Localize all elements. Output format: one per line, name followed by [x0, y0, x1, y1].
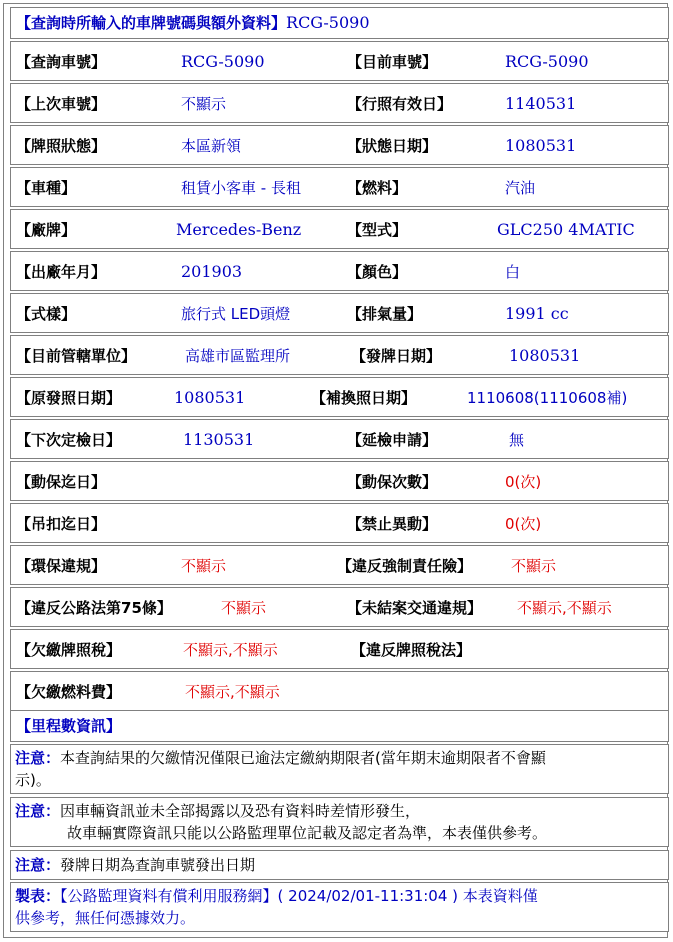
info-row [10, 41, 669, 81]
field-label: 【車種】 [16, 179, 77, 197]
field-label: 【型式】 [347, 221, 408, 239]
field-value: Mercedes-Benz [176, 220, 302, 239]
field-value: 不顯示 [181, 557, 227, 575]
field-label: 【排氣量】 [347, 305, 423, 323]
footer-label: 製表： [15, 887, 61, 905]
note-2-text-line2: 故車輛實際資訊只能以公路監理單位記載及認定者為準，本表僅供參考。 [67, 824, 548, 842]
field-value: GLC250 4MATIC [497, 220, 635, 239]
field-value: 旅行式 LED頭燈 [181, 305, 291, 323]
note-3-text: 發牌日期為查詢車號發出日期 [60, 856, 256, 874]
info-row [10, 419, 669, 459]
note-1 [10, 744, 669, 794]
field-label: 【吊扣迄日】 [16, 515, 107, 533]
info-row [10, 83, 669, 123]
field-label: 【狀態日期】 [347, 137, 438, 155]
field-value: 無 [509, 431, 525, 449]
note-2-label: 注意： [15, 802, 61, 820]
field-value: 汽油 [505, 179, 536, 197]
field-value: 1140531 [505, 94, 577, 113]
field-value: RCG-5090 [181, 52, 265, 71]
field-value: 1130531 [183, 430, 255, 449]
footer-source-link[interactable]: 【公路監理資料有償利用服務網】 [60, 887, 278, 905]
info-row [10, 503, 669, 543]
field-value: 201903 [181, 262, 243, 281]
field-label: 【廠牌】 [16, 221, 77, 239]
field-value: RCG-5090 [505, 52, 589, 71]
note-2-text-line1: 因車輛資訊並未全部揭露以及恐有資料時差情形發生， [60, 802, 421, 820]
info-row [10, 587, 669, 627]
info-row [10, 671, 669, 711]
field-value: 1080531 [505, 136, 577, 155]
footer-disclaimer: 供參考，無任何憑據效力。 [15, 909, 196, 927]
field-label: 【顏色】 [347, 263, 408, 281]
field-label: 【禁止異動】 [347, 515, 438, 533]
field-label: 【目前管轄單位】 [16, 347, 137, 365]
info-row [10, 335, 669, 375]
report-header-plate: RCG-5090 [286, 13, 370, 32]
note-3 [10, 850, 669, 880]
field-label: 【欠繳牌照稅】 [16, 641, 122, 659]
field-value: 0(次) [505, 473, 542, 491]
field-label: 【上次車號】 [16, 95, 107, 113]
footer-timestamp: ( 2024/02/01-11:31:04 ) 本表資料僅 [277, 887, 538, 905]
vehicle-info-report [3, 3, 668, 938]
field-label: 【燃料】 [347, 179, 408, 197]
note-1-label: 注意： [15, 749, 61, 767]
info-row [10, 377, 669, 417]
field-value: 本區新領 [181, 137, 242, 155]
field-label: 【補換照日期】 [311, 389, 417, 407]
mileage-section [10, 710, 669, 742]
field-label: 【環保違規】 [16, 557, 107, 575]
field-label: 【式樣】 [16, 305, 77, 323]
field-label: 【牌照狀態】 [16, 137, 107, 155]
field-value: 租賃小客車 - 長租 [181, 179, 301, 197]
note-3-label: 注意： [15, 856, 61, 874]
field-label: 【行照有效日】 [347, 95, 453, 113]
field-value: 高雄市區監理所 [185, 347, 291, 365]
field-value: 1080531 [174, 388, 246, 407]
report-header-prefix: 【查詢時所輸入的車牌號碼與額外資料】 [16, 14, 287, 32]
field-value: 白 [505, 263, 521, 281]
report-footer [10, 882, 669, 932]
info-row [10, 293, 669, 333]
field-label: 【查詢車號】 [16, 53, 107, 71]
field-value: 不顯示 [221, 599, 267, 617]
field-value: 1080531 [509, 346, 581, 365]
field-value: 不顯示,不顯示 [185, 683, 280, 701]
field-value: 1110608(1110608補) [467, 389, 628, 407]
field-label: 【動保次數】 [347, 473, 438, 491]
info-row [10, 545, 669, 585]
field-label: 【發牌日期】 [351, 347, 442, 365]
field-value: 不顯示,不顯示 [517, 599, 612, 617]
info-row [10, 461, 669, 501]
field-label: 【違反強制責任險】 [337, 557, 473, 575]
field-value: 1991 cc [505, 304, 569, 323]
note-1-text-line1: 本查詢結果的欠繳情況僅限已逾法定繳納期限者(當年期末逾期限者不會顯 [60, 749, 546, 767]
note-2 [10, 797, 669, 847]
field-label: 【原發照日期】 [16, 389, 122, 407]
field-value: 不顯示 [511, 557, 557, 575]
field-label: 【動保迄日】 [16, 473, 107, 491]
field-label: 【出廠年月】 [16, 263, 107, 281]
mileage-label: 【里程數資訊】 [16, 717, 122, 735]
info-row [10, 167, 669, 207]
field-label: 【違反牌照稅法】 [351, 641, 472, 659]
info-row [10, 629, 669, 669]
field-label: 【欠繳燃料費】 [16, 683, 122, 701]
field-value: 0(次) [505, 515, 542, 533]
info-row [10, 125, 669, 165]
field-label: 【違反公路法第75條】 [16, 599, 172, 617]
report-header [10, 7, 669, 39]
field-label: 【目前車號】 [347, 53, 438, 71]
info-row [10, 209, 669, 249]
field-label: 【未結案交通違規】 [347, 599, 483, 617]
field-label: 【下次定檢日】 [16, 431, 122, 449]
field-label: 【延檢申請】 [347, 431, 438, 449]
note-1-text-line2: 示)。 [15, 771, 51, 789]
field-value: 不顯示,不顯示 [183, 641, 278, 659]
field-value: 不顯示 [181, 95, 227, 113]
info-row [10, 251, 669, 291]
